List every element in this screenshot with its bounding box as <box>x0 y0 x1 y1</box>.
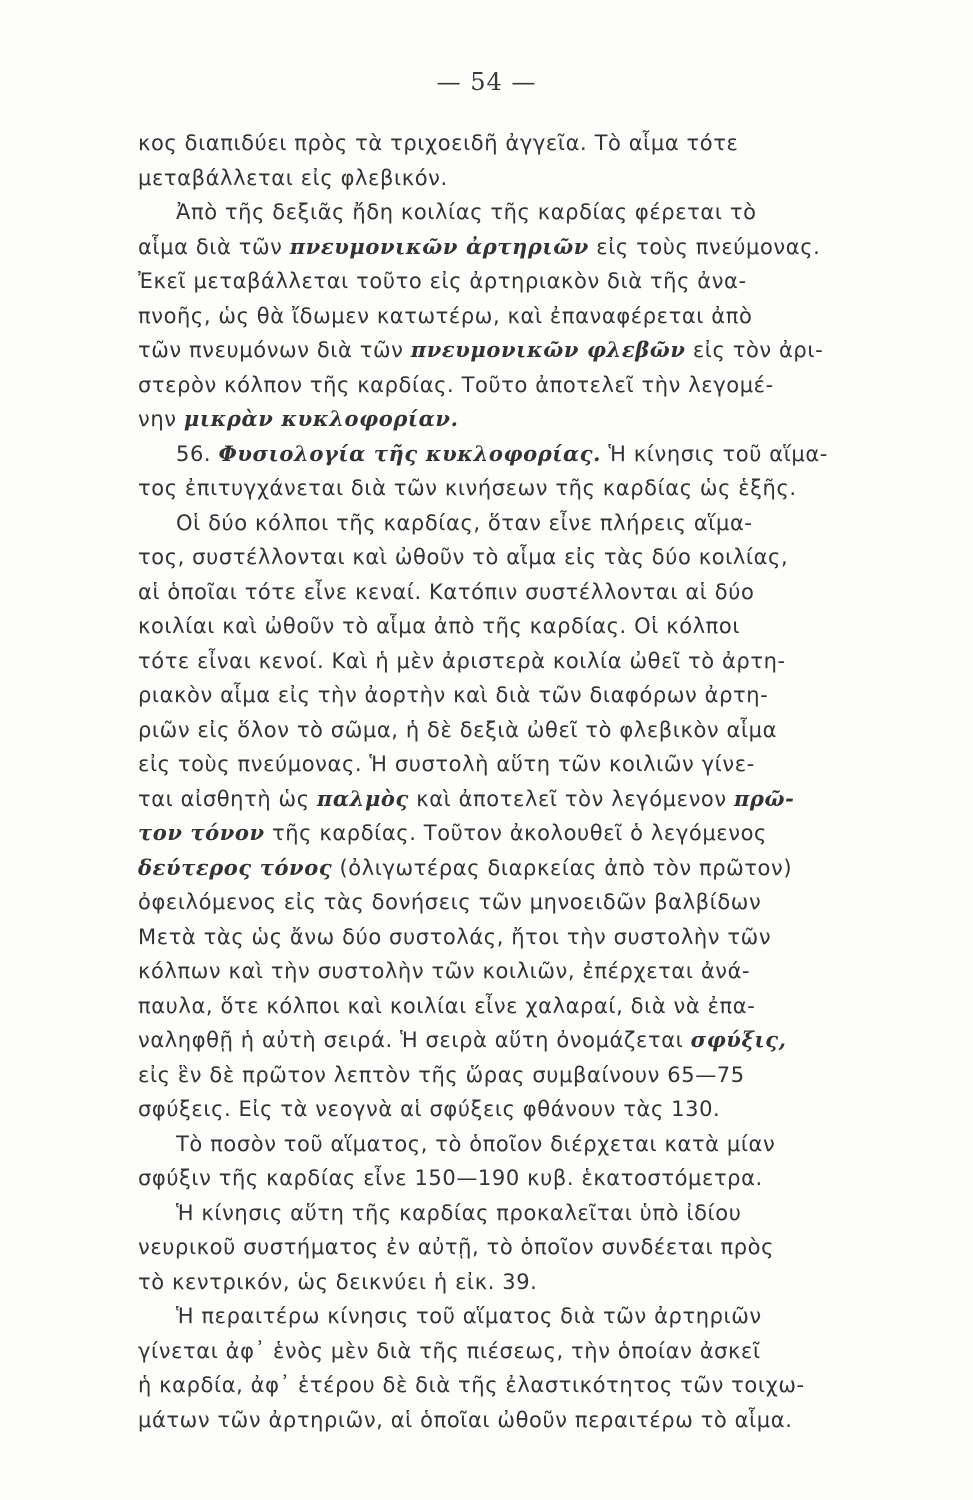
text-span: ναληφθῇ ἡ αὐτὴ σειρά. Ἡ σειρὰ αὕτη ὀνομάζεται <box>138 1028 691 1052</box>
text-span: νευρικοῦ συστήματος ἐν αὐτῇ, τὸ ὁποῖον συνδέεται πρὸς <box>138 1235 775 1259</box>
emphasized-term: πνευμονικῶν ἀρτηριῶν <box>289 233 589 259</box>
text-span: Ἀπὸ τῆς δεξιᾶς ἤδη κοιλίας τῆς καρδίας φέρεται τὸ <box>176 200 757 224</box>
page-number: — 54 — <box>436 68 537 96</box>
text-line <box>138 195 908 230</box>
text-span: σφύξεις. Εἰς τὰ νεογνὰ αἱ σφύξεις φθάνουν τὰς 130. <box>138 1097 721 1121</box>
emphasized-term: πρῶ- <box>733 785 795 811</box>
text-line <box>138 161 908 196</box>
text-span: τος ἐπιτυγχάνεται διὰ τῶν κινήσεων τῆς καρδίας ὡς ἑξῆς. <box>138 476 797 500</box>
text-line <box>138 1092 908 1127</box>
text-span: Ἡ περαιτέρω κίνησις τοῦ αἵματος διὰ τῶν ἀρτηριῶν <box>176 1304 762 1328</box>
text-span: Ἡ κίνησις αὕτη τῆς καρδίας προκαλεῖται ὑπὸ ἰδίου <box>176 1200 742 1225</box>
text-span: Ἐκεῖ μεταβάλλεται τοῦτο εἰς ἀρτηριακὸν διὰ τῆς ἀνα- <box>138 269 747 293</box>
text-span: κος διαπιδύει πρὸς τὰ τριχοειδῆ ἀγγεῖα. Τὸ αἷμα τότε <box>138 131 739 155</box>
emphasized-term: δεύτερος τόνος <box>138 854 333 880</box>
text-line <box>138 540 908 575</box>
text-line <box>138 1403 908 1438</box>
text-line <box>138 402 908 437</box>
text-line <box>138 230 908 265</box>
emphasized-term: τον τόνον <box>138 820 265 845</box>
text-line <box>138 1368 908 1403</box>
text-line <box>138 609 908 644</box>
body-text <box>138 126 908 1437</box>
emphasized-term: Φυσιολογία τῆς κυκλοφορίας. <box>218 440 602 466</box>
text-span: εἰς ἓν δὲ πρῶτον λεπτὸν τῆς ὥρας συμβαίνουν 65—75 <box>138 1062 745 1087</box>
text-span: τῆς καρδίας. Τοῦτον ἀκολουθεῖ ὁ λεγόμενος <box>264 821 767 845</box>
text-span: στερὸν κόλπον τῆς καρδίας. Τοῦτο ἀποτελεῖ τὴν λεγομέ- <box>138 372 774 397</box>
text-span: αἷμα διὰ τῶν <box>138 234 290 259</box>
text-line <box>138 713 908 748</box>
text-line <box>138 747 908 782</box>
text-span: (ὀλιγωτέρας διαρκείας ἀπὸ τὸν πρῶτον) <box>332 855 793 880</box>
text-span: παυλα, ὅτε κόλποι καὶ κοιλίαι εἶνε χαλαραί, διὰ νὰ ἐπα- <box>138 993 756 1018</box>
text-line <box>138 989 908 1024</box>
text-span: τῶν πνευμόνων διὰ τῶν <box>138 338 411 362</box>
text-span: ριακὸν αἷμα εἰς τὴν ἀορτὴν καὶ διὰ τῶν διαφόρων ἀρτη- <box>138 683 769 707</box>
text-line <box>138 1230 908 1265</box>
text-line <box>138 816 908 851</box>
text-span: αἱ ὁποῖαι τότε εἶνε κεναί. Κατόπιν συστέλλονται αἱ δύο <box>138 579 755 604</box>
text-span: πνοῆς, ὡς θὰ ἴδωμεν κατωτέρω, καὶ ἐπαναφέρεται ἀπὸ <box>138 303 753 328</box>
text-line <box>138 1299 908 1334</box>
text-line <box>138 1334 908 1369</box>
text-span: εἰς τοὺς πνεύμονας. <box>588 234 821 259</box>
emphasized-term: παλμὸς <box>316 785 409 811</box>
text-span: μεταβάλλεται εἰς φλεβικόν. <box>138 165 448 190</box>
emphasized-term: πνευμονικῶν φλεβῶν <box>410 337 686 362</box>
text-line <box>138 920 908 955</box>
text-line <box>138 885 908 920</box>
text-span: καὶ ἀποτελεῖ τὸν λεγόμενον <box>408 786 734 811</box>
text-line <box>138 1265 908 1300</box>
text-line <box>138 678 908 713</box>
text-span: ται αἰσθητὴ ὡς <box>138 786 317 811</box>
text-line <box>138 264 908 299</box>
text-line <box>138 126 908 161</box>
text-span: τὸ κεντρικόν, ὡς δεικνύει ἡ εἰκ. 39. <box>138 1269 538 1294</box>
text-line <box>138 1127 908 1162</box>
text-span: Οἱ δύο κόλποι τῆς καρδίας, ὅταν εἶνε πλήρεις αἵμα- <box>176 510 753 535</box>
text-span: μάτων τῶν ἀρτηριῶν, αἱ ὁποῖαι ὠθοῦν περαιτέρω τὸ αἷμα. <box>138 1407 793 1432</box>
text-span: ὀφειλόμενος εἰς τὰς δονήσεις τῶν μηνοειδῶν βαλβίδων <box>138 890 762 914</box>
text-span: Μετὰ τὰς ὡς ἄνω δύο συστολάς, ἤτοι τὴν συστολὴν τῶν <box>138 924 772 949</box>
text-span: ἡ καρδία, ἀφ᾽ ἑτέρου δὲ διὰ τῆς ἐλαστικότητος τῶν τοιχω- <box>138 1373 805 1397</box>
text-line <box>138 506 908 541</box>
text-span: Τὸ ποσὸν τοῦ αἵματος, τὸ ὁποῖον διέρχεται κατὰ μίαν <box>176 1131 776 1156</box>
text-line <box>138 368 908 403</box>
text-line <box>138 1023 908 1058</box>
text-span: νην <box>138 407 184 431</box>
text-line <box>138 851 908 886</box>
text-line <box>138 1161 908 1196</box>
text-line <box>138 575 908 610</box>
text-line <box>138 333 908 368</box>
text-span: εἰς τοὺς πνεύμονας. Ἡ συστολὴ αὕτη τῶν κοιλιῶν γίνε- <box>138 752 755 776</box>
emphasized-term: μικρὰν κυκλοφορίαν. <box>183 406 459 431</box>
text-span: κοιλίαι καὶ ὠθοῦν τὸ αἷμα ἀπὸ τῆς καρδίας. Οἱ κόλποι <box>138 614 741 638</box>
text-line <box>138 1196 908 1231</box>
text-span: κόλπων καὶ τὴν συστολὴν τῶν κοιλιῶν, ἐπέρχεται ἀνά- <box>138 959 751 983</box>
text-span: 56. <box>176 441 219 466</box>
text-span: σφύξιν τῆς καρδίας εἶνε 150—190 κυβ. ἑκατοστόμετρα. <box>138 1166 763 1190</box>
text-span: γίνεται ἀφ᾽ ἑνὸς μὲν διὰ τῆς πιέσεως, τὴν ὁποίαν ἀσκεῖ <box>138 1338 761 1363</box>
text-line <box>138 437 908 472</box>
text-span: τότε εἶναι κενοί. Καὶ ἡ μὲν ἀριστερὰ κοιλία ὠθεῖ τὸ ἀρτη- <box>138 648 786 673</box>
text-line <box>138 644 908 679</box>
text-span: εἰς τὸν ἀρι- <box>685 338 824 362</box>
text-line <box>138 1058 908 1093</box>
text-span: τος, συστέλλονται καὶ ὠθοῦν τὸ αἷμα εἰς τὰς δύο κοιλίας, <box>138 545 789 569</box>
text-line <box>138 954 908 989</box>
text-line <box>138 299 908 334</box>
text-line <box>138 471 908 506</box>
text-span: Ἡ κίνησις τοῦ αἵμα- <box>601 441 828 466</box>
text-span: ριῶν εἰς ὅλον τὸ σῶμα, ἡ δὲ δεξιὰ ὠθεῖ τὸ φλεβικὸν αἷμα <box>138 717 778 742</box>
emphasized-term: σφύξις, <box>690 1027 787 1052</box>
text-line <box>138 782 908 817</box>
